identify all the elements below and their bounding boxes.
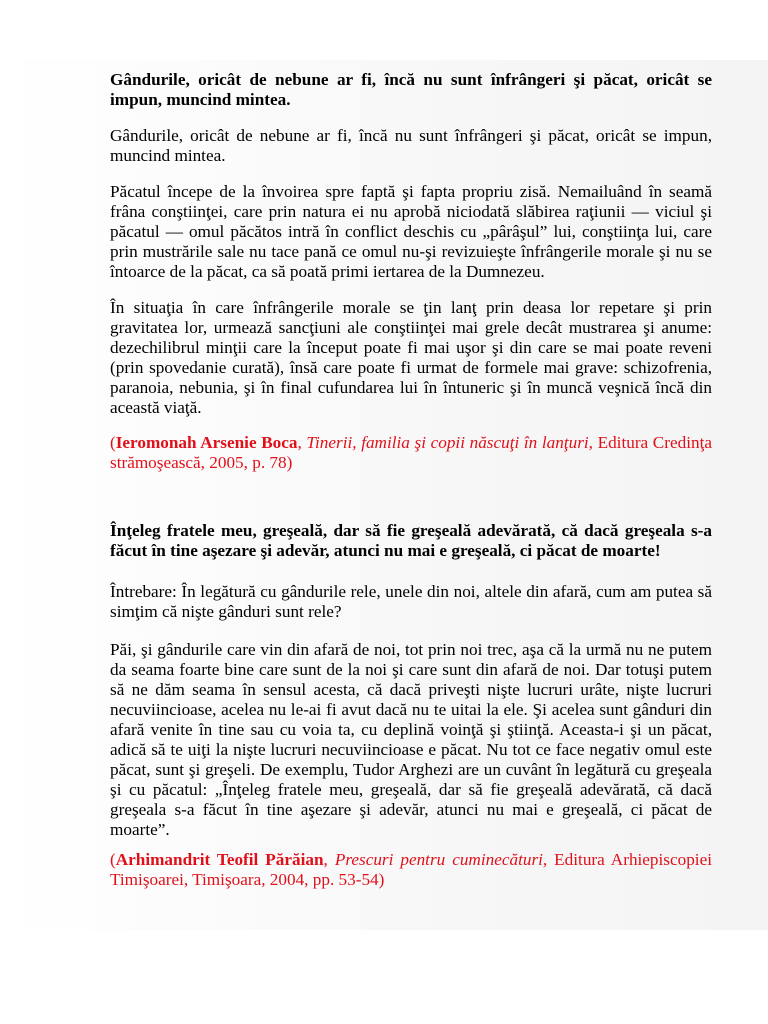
citation-author: Ieromonah Arsenie Boca [115, 433, 298, 452]
citation-sep: , [297, 433, 307, 452]
citation-open: ( [110, 850, 116, 869]
section1-paragraph-2: Păcatul începe de la învoirea spre faptă şi fapta propriu zisă. Nemailuând în seamă frâna conştiinţei, care prin natura ei nu aprobă niciodată slăbirea raţiunii — viciul şi păcatul — omul păcătos intră în conflict deschis cu „pârâşul” lui, conştiinţa lui, care prin mustrările sale nu tace pană ce omul nu-şi revizuieşte înfrângerile morale şi nu se întoarce de la păcat, ca să poată primi iertarea de la Dumnezeu. [110, 182, 712, 281]
section1-paragraph-3: În situaţia în care înfrângerile morale se ţin lanţ prin deasa lor repetare şi prin gravitatea lor, urmează sancţiuni ale conştiinţei mai grele decât mustrarea şi anume: dezechilibrul minţii care la început poate fi mai uşor şi din care se mai poate reveni (prin spovedanie curată), însă care poate fi urmat de formele mai grave: schizofrenia, paranoia, nebunia, şi în final cufundarea lui în întuneric şi în muncă veşnică încă din această viaţă. [110, 298, 712, 417]
citation-sep: , [323, 850, 335, 869]
citation-author: Arhimandrit Teofil Părăian [115, 850, 324, 869]
section1-paragraph-1: Gândurile, oricât de nebune ar fi, încă nu sunt înfrângeri şi păcat, oricât se impun, muncind mintea. [110, 126, 712, 165]
citation-title: Prescuri pentru cuminecături, [334, 850, 548, 869]
citation-open: ( [110, 433, 116, 452]
section2-paragraph-1: Întrebare: În legătură cu gândurile rele, unele din noi, altele din afară, cum am putea să simţim că nişte gânduri sunt rele? [110, 582, 712, 621]
citation-rest: , Editura Credinţa strămoşească, 2005, p. 78) [110, 433, 712, 472]
section2-paragraph-2: Păi, şi gândurile care vin din afară de noi, tot prin noi trec, aşa că la urmă nu ne putem da seama foarte bine care sunt de la noi şi care sunt din afară de noi. Dar totuşi putem să ne dăm seama în sensul acesta, că dacă priveşti nişte lucruri urâte, nişte lucruri necuviincioase, acelea nu le-ai fi avut dacă nu te uitai la ele. Şi acelea sunt gânduri din afară venite în tine sau cu voia ta, cu deplină voinţă şi ştiinţă. Aceasta-i şi un păcat, adică să te uiţi la nişte lucruri necuviincioase e păcat. Nu tot ce face negativ omul este păcat, sunt şi greşeli. De exemplu, Tudor Arghezi are un cuvânt în legătură cu greşeala şi cu păcatul: „Înţeleg fratele meu, greşeală, dar să fie greşeală adevărată, că dacă greşeala s-a făcut în tine aşezare şi adevăr, atunci nu mai e greşeală, ci păcat de moarte”. [110, 640, 712, 839]
section1-heading: Gândurile, oricât de nebune ar fi, încă nu sunt înfrângeri şi păcat, oricât se impun, muncind mintea. [110, 70, 712, 109]
section1-citation [110, 433, 712, 473]
citation-title: Tinerii, familia şi copii născuţi în lanţuri [306, 433, 589, 452]
section2-heading: Înţeleg fratele meu, greşeală, dar să fie greşeală adevărată, că dacă greşeala s-a făcut în tine aşezare şi adevăr, atunci nu mai e greşeală, ci păcat de moarte! [110, 521, 712, 560]
citation-rest: Editura Arhiepiscopiei Timişoarei, Timişoara, 2004, pp. 53-54) [110, 850, 712, 889]
section2-citation [110, 850, 712, 890]
